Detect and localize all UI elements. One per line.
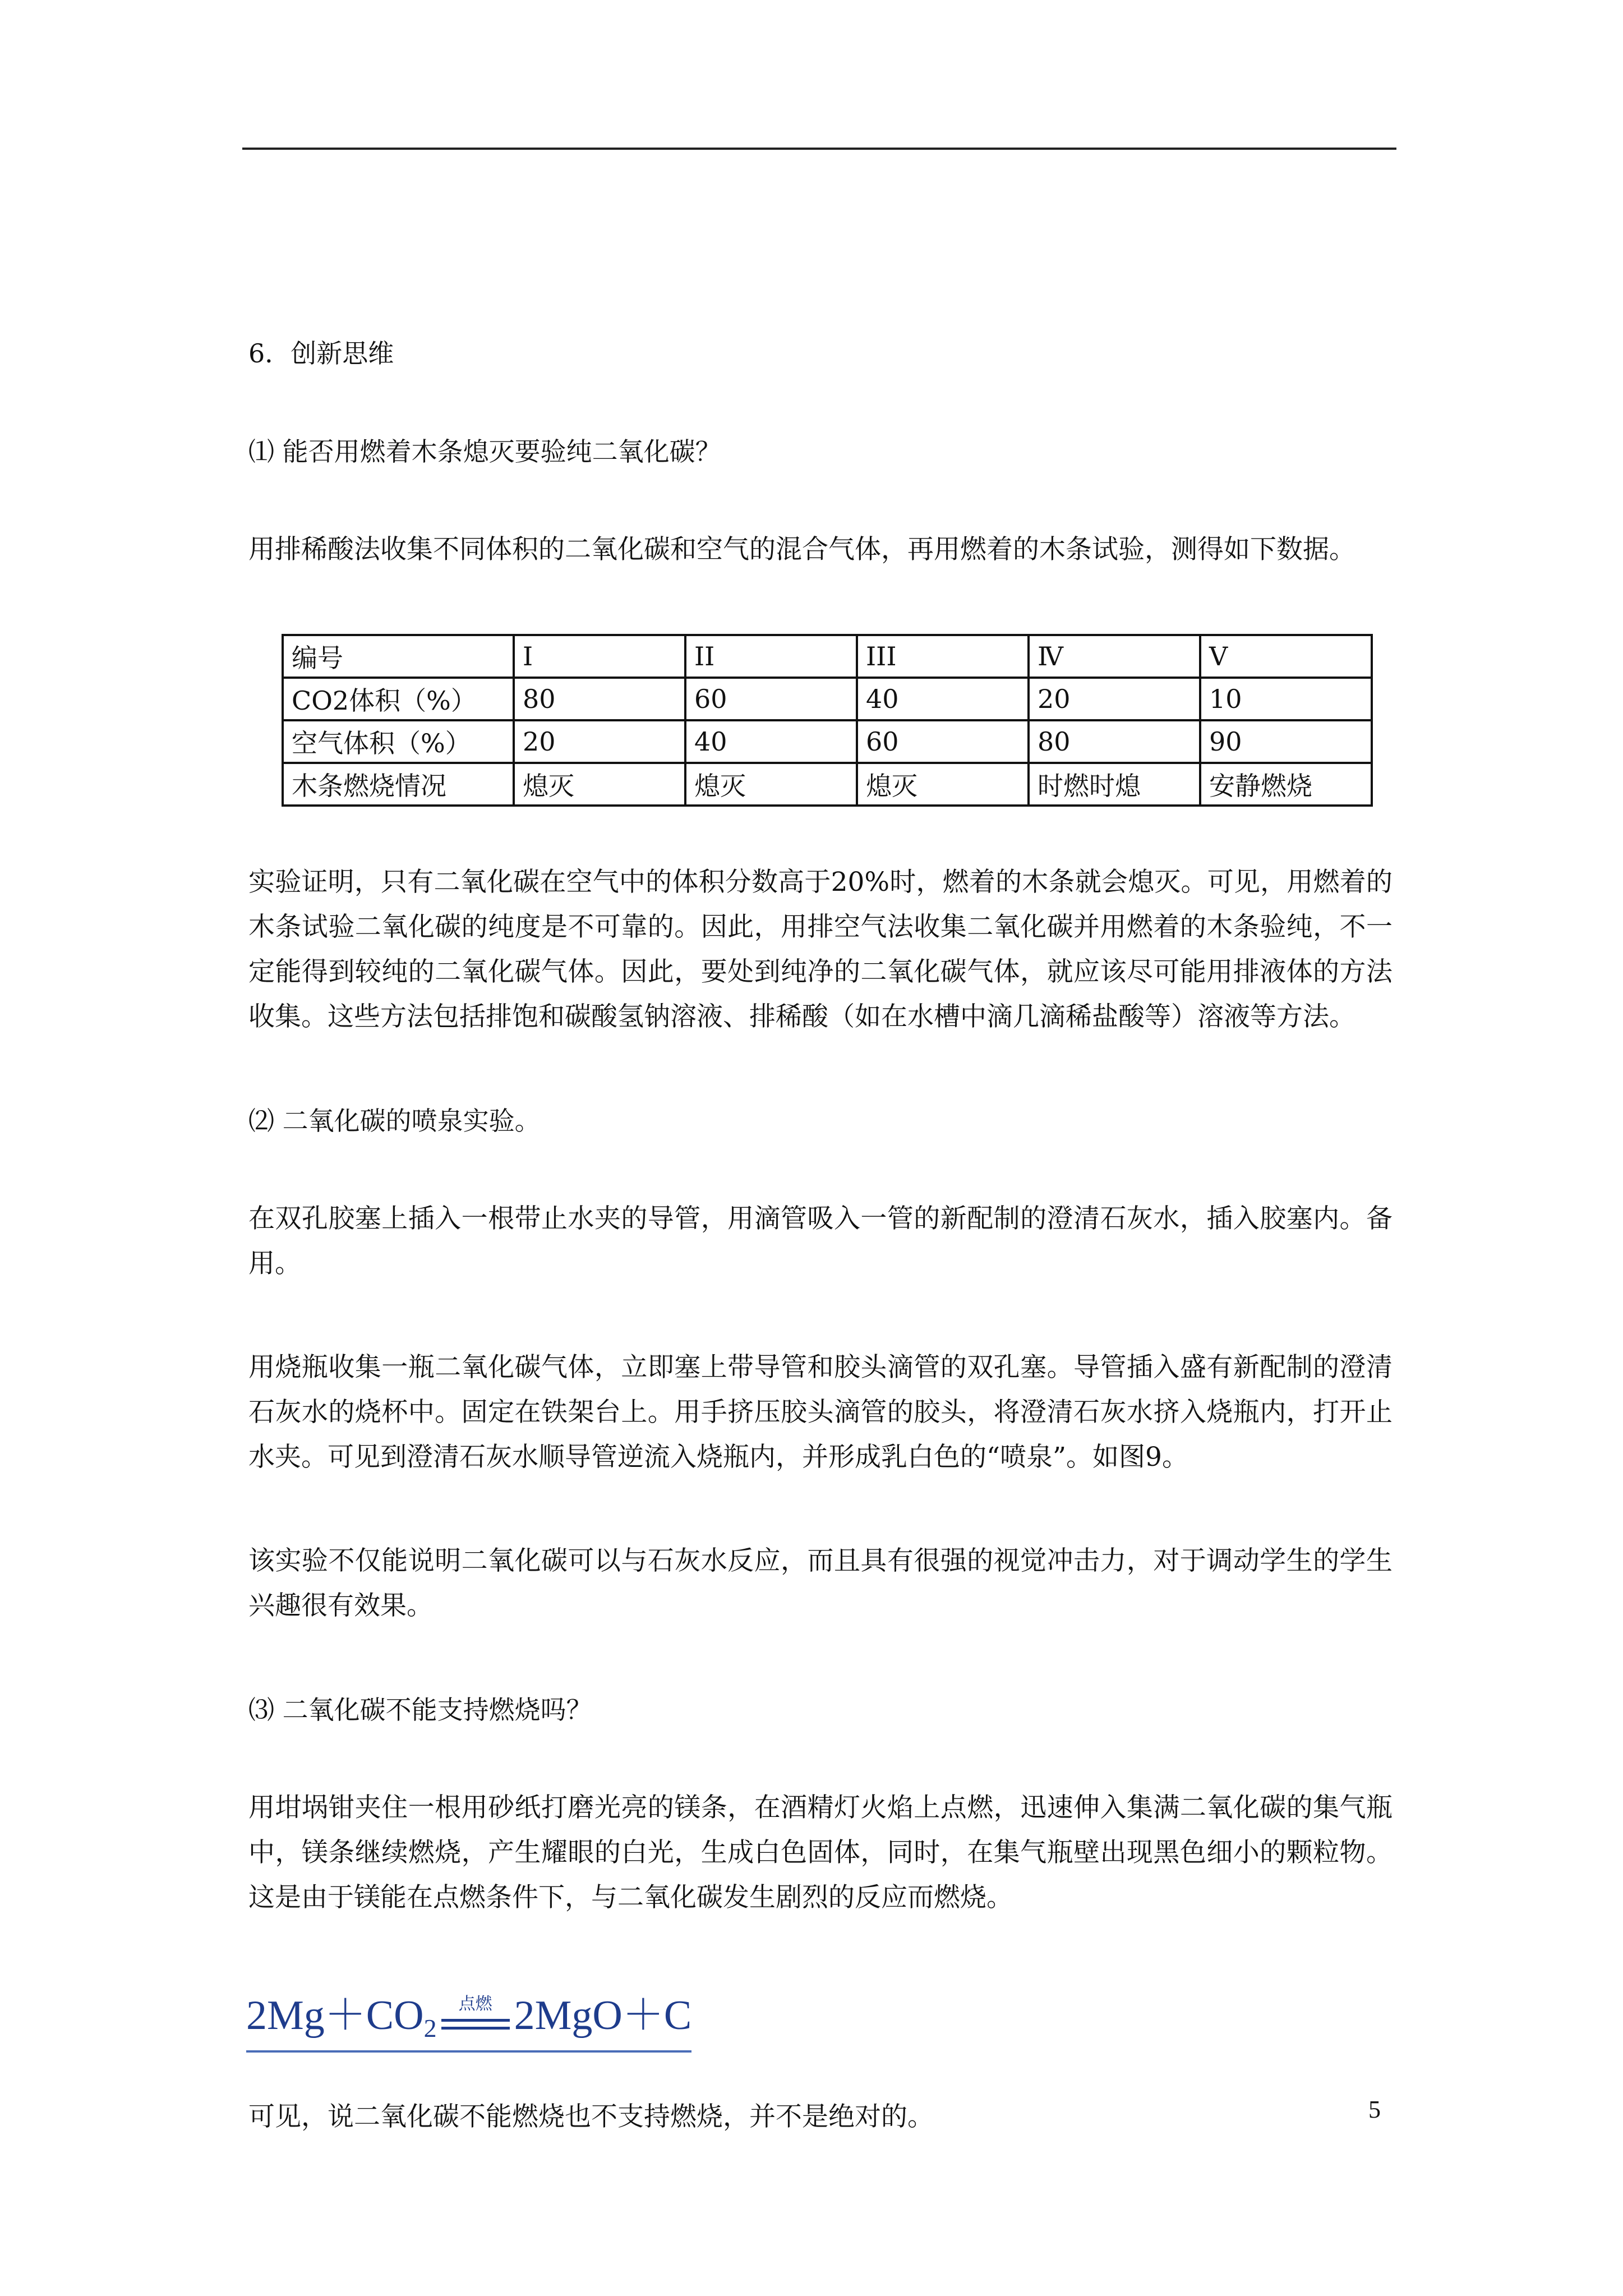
table-cell: 熄灭 — [514, 763, 685, 806]
table-cell: 40 — [685, 720, 857, 763]
q2-paragraph-1: 在双孔胶塞上插入一根带止水夹的导管，用滴管吸入一管的新配制的澄清石灰水，插入胶塞内。备用。 — [248, 1203, 1393, 1279]
table-cell: 80 — [1029, 720, 1200, 763]
table-cell: 时燃时熄 — [1029, 763, 1200, 806]
table-cell: CO2体积（%） — [283, 678, 514, 720]
table-cell: I — [514, 635, 685, 678]
equation-left: 2Mg＋CO — [246, 1993, 424, 2039]
table-cell: 安静燃烧 — [1200, 763, 1372, 806]
q1-conclusion: 实验证明，只有二氧化碳在空气中的体积分数高于20%时，燃着的木条就会熄灭。可见，用燃着的木条试验二氧化碳的纯度是不可靠的。因此，用排空气法收集二氧化碳并用燃着的木条验纯，不一定能得到较纯的二氧化碳气体。因此，要处到纯净的二氧化碳气体，就应该尽可能用排液体的方法收集。这些方法包括排饱和碳酸氢钠溶液、排稀酸（如在水槽中滴几滴稀盐酸等）溶液等方法。 — [248, 867, 1393, 1032]
table-cell: II — [685, 635, 857, 678]
table-cell: V — [1200, 635, 1372, 678]
reaction-arrow — [437, 1994, 514, 2039]
table-cell: 10 — [1200, 678, 1372, 720]
equation-right: 2MgO＋C — [514, 1993, 692, 2039]
q1-heading: ⑴ 能否用燃着木条熄灭要验纯二氧化碳？ — [248, 436, 721, 467]
chemical-equation — [246, 1982, 691, 2053]
page-content — [248, 331, 1393, 2139]
table-cell: 编号 — [283, 635, 514, 678]
q1-intro: 用排稀酸法收集不同体积的二氧化碳和空气的混合气体，再用燃着的木条试验，测得如下数据。 — [248, 534, 1355, 565]
table-cell: 80 — [514, 678, 685, 720]
section-title: 6．创新思维 — [248, 338, 394, 369]
table-row — [283, 720, 1372, 763]
equation-subscript: 2 — [423, 2014, 437, 2042]
table-cell: 40 — [857, 678, 1029, 720]
q2-heading: ⑵ 二氧化碳的喷泉实验。 — [248, 1106, 541, 1136]
table-cell: 20 — [514, 720, 685, 763]
table-cell: 木条燃烧情况 — [283, 763, 514, 806]
q3-heading: ⑶ 二氧化碳不能支持燃烧吗？ — [248, 1695, 592, 1725]
table-row — [283, 678, 1372, 720]
page-number: 5 — [1368, 2096, 1381, 2123]
table-cell: 60 — [857, 720, 1029, 763]
table-cell: 熄灭 — [857, 763, 1029, 806]
table-cell: 90 — [1200, 720, 1372, 763]
table-row — [283, 763, 1372, 806]
co2-data-table — [282, 634, 1373, 807]
table-cell: 60 — [685, 678, 857, 720]
table-row — [283, 635, 1372, 678]
table-cell: 熄灭 — [685, 763, 857, 806]
table-cell: 空气体积（%） — [283, 720, 514, 763]
reaction-condition: 点燃 — [458, 1994, 492, 2014]
q2-paragraph-3: 该实验不仅能说明二氧化碳可以与石灰水反应，而且具有很强的视觉冲击力，对于调动学生的学生兴趣很有效果。 — [248, 1545, 1393, 1621]
table-cell: Ⅳ — [1029, 635, 1200, 678]
table-cell: 20 — [1029, 678, 1200, 720]
table-cell: III — [857, 635, 1029, 678]
q2-paragraph-2: 用烧瓶收集一瓶二氧化碳气体，立即塞上带导管和胶头滴管的双孔塞。导管插入盛有新配制的澄清石灰水的烧杯中。固定在铁架台上。用手挤压胶头滴管的胶头，将澄清石灰水挤入烧瓶内，打开止水夹。可见到澄清石灰水顺导管逆流入烧瓶内，并形成乳白色的“喷泉”。如图9。 — [248, 1352, 1393, 1473]
header-rule — [242, 148, 1396, 150]
q3-paragraph-1: 用坩埚钳夹住一根用砂纸打磨光亮的镁条，在酒精灯火焰上点燃，迅速伸入集满二氧化碳的集气瓶中，镁条继续燃烧，产生耀眼的白光，生成白色固体，同时，在集气瓶壁出现黑色细小的颗粒物。这是由于镁能在点燃条件下，与二氧化碳发生剧烈的反应而燃烧。 — [248, 1792, 1393, 1913]
q3-closing: 可见，说二氧化碳不能燃烧也不支持燃烧，并不是绝对的。 — [248, 2101, 934, 2132]
